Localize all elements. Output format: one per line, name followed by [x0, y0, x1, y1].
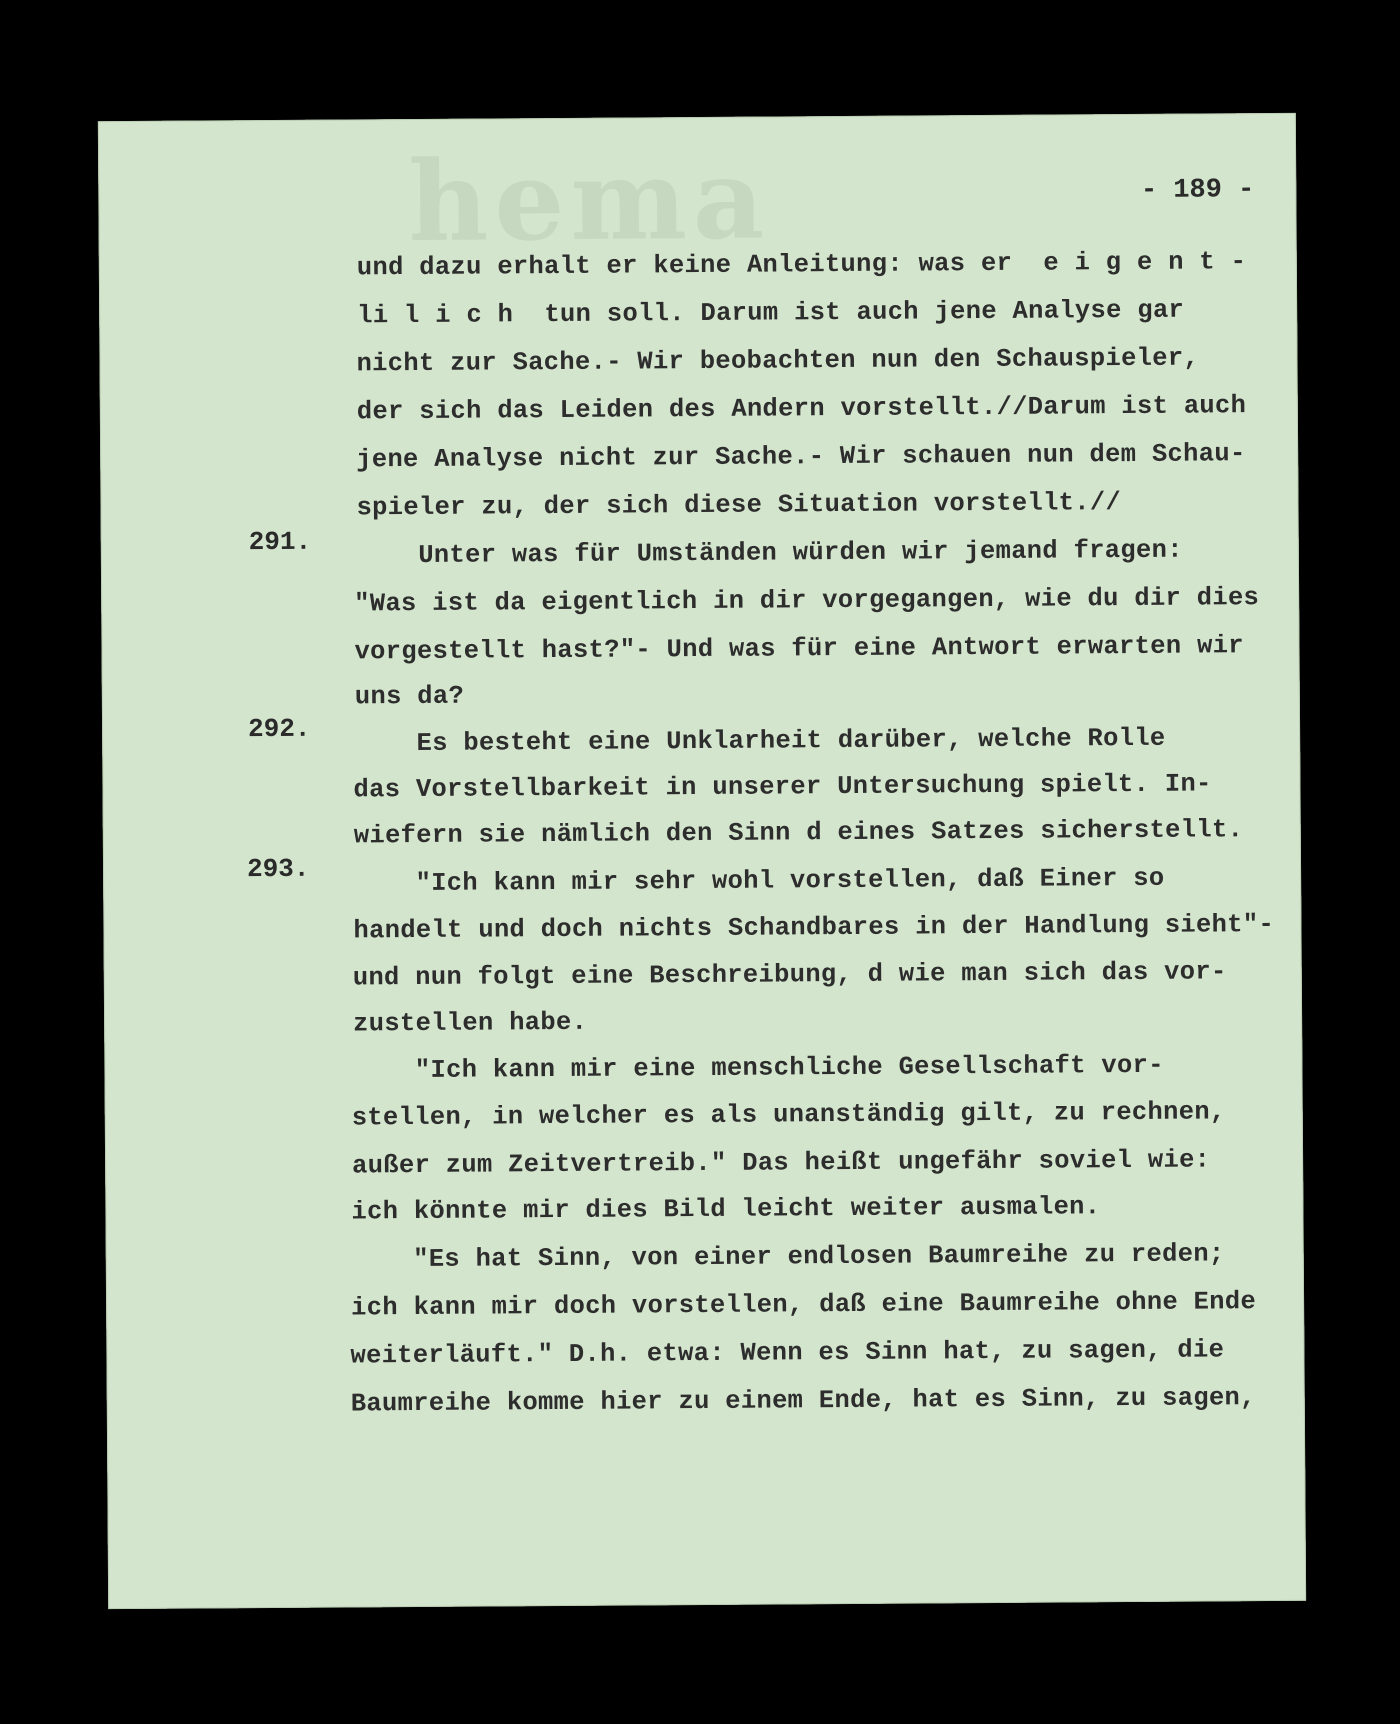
text-line: jene Analyse nicht zur Sache.- Wir schauen nun dem Schau- [356, 439, 1246, 475]
text-line: ich kann mir doch vorstellen, daß eine Baumreihe ohne Ende [351, 1287, 1257, 1323]
text-line: handelt und doch nichts Schandbares in der Handlung sieht"- [353, 910, 1275, 946]
text-line: der sich das Leiden des Andern vorstellt.//Darum ist auch [356, 391, 1247, 427]
text-line: das Vorstellbarkeit in unserer Untersuchung spielt. In- [353, 769, 1212, 805]
text-line: nicht zur Sache.- Wir beobachten nun den Schauspieler, [356, 343, 1200, 379]
paragraph-number-293: 293. [246, 853, 310, 885]
text-line: spieler zu, der sich diese Situation vorstellt.// [356, 488, 1122, 523]
text-line: ich könnte mir dies Bild leicht weiter ausmalen. [351, 1192, 1101, 1227]
paper-watermark: hema [407, 134, 771, 267]
text-line: und nun folgt eine Beschreibung, d wie man sich das vor- [352, 957, 1227, 993]
text-line: "Es hat Sinn, von einer endlosen Baumreihe zu reden; [350, 1239, 1225, 1275]
text-line: außer zum Zeitvertreib." Das heißt ungefähr soviel wie: [352, 1145, 1211, 1181]
text-line: Unter was für Umständen würden wir jemand fragen: [355, 535, 1183, 571]
typescript-page [98, 113, 1306, 1609]
text-line: Es besteht eine Unklarheit darüber, welche Rolle [354, 723, 1166, 759]
text-line: und dazu erhalt er keine Anleitung: was er e i g e n t - [356, 247, 1247, 283]
text-line: vorgestellt hast?"- Und was für eine Antwort erwarten wir [354, 631, 1244, 667]
text-line: "Ich kann mir sehr wohl vorstellen, daß Einer so [353, 863, 1165, 899]
text-line: li l i c h tun soll. Darum ist auch jene Analyse gar [357, 295, 1185, 331]
text-line: Baumreihe komme hier zu einem Ende, hat es Sinn, zu sagen, [350, 1383, 1256, 1419]
paragraph-number-292: 292. [247, 713, 311, 745]
text-line: zustellen habe. [353, 1007, 588, 1039]
text-line: "Was ist da eigentlich in dir vorgegangen, wie du dir dies [354, 583, 1260, 619]
text-line: weiterläuft." D.h. etwa: Wenn es Sinn hat, zu sagen, die [350, 1335, 1225, 1371]
paragraph-number-291: 291. [248, 526, 312, 558]
text-line: stellen, in welcher es als unanständig gilt, zu rechnen, [351, 1097, 1226, 1133]
text-line: "Ich kann mir eine menschliche Gesellschaft vor- [352, 1050, 1164, 1086]
page-number: - 189 - [1140, 175, 1255, 206]
text-line: uns da? [354, 681, 465, 712]
text-line: wiefern sie nämlich den Sinn d eines Satzes sicherstellt. [353, 815, 1244, 851]
